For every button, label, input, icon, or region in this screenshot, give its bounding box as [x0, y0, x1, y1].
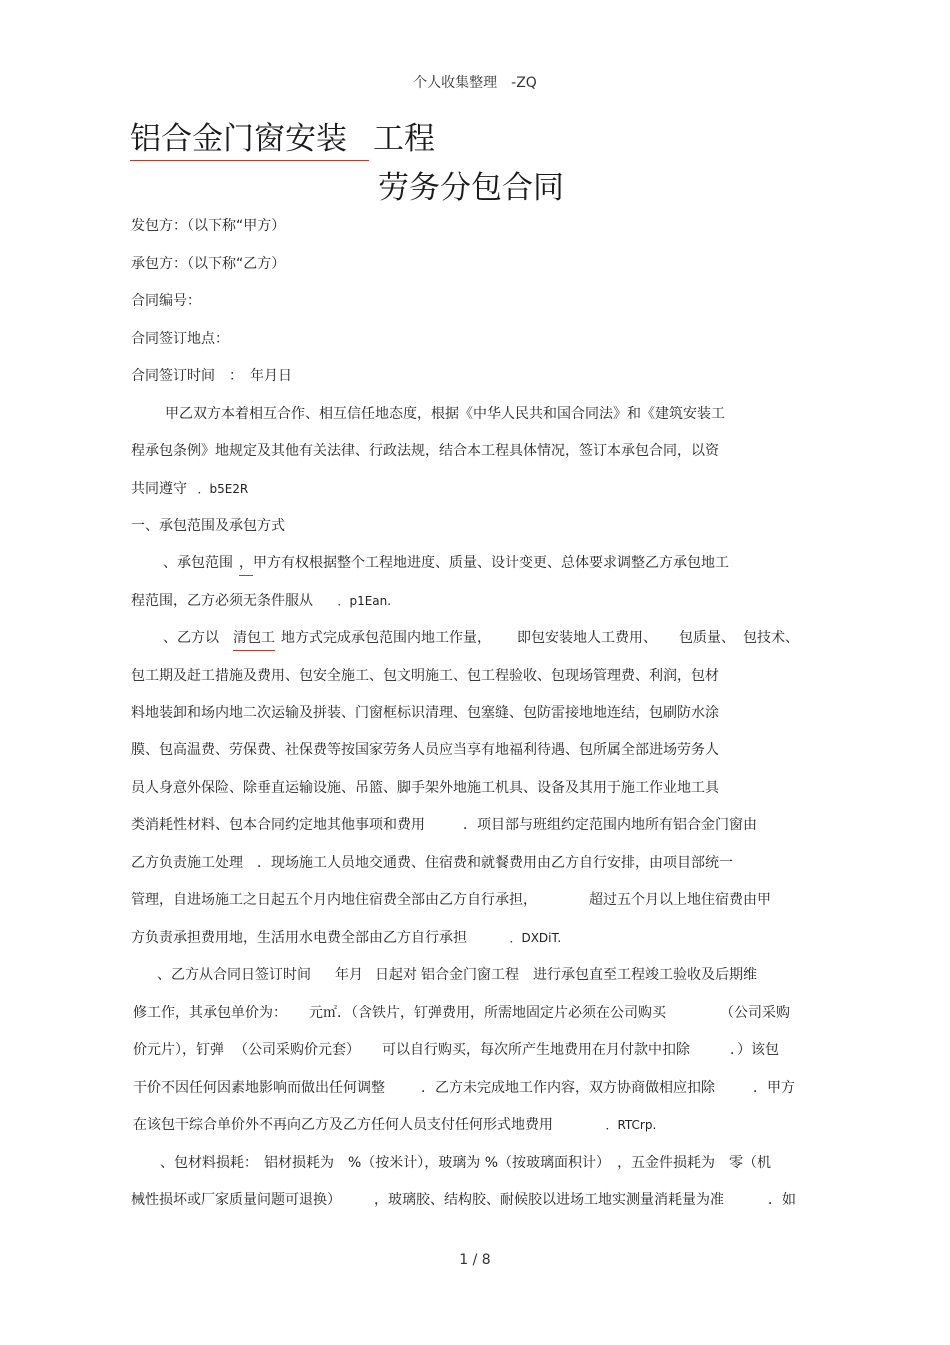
field-employer: 发包方：（以下称“甲方） — [131, 218, 286, 234]
preamble-line: 程承包条例》地规定及其他有关法律、行政法规，结合本工程具体情况，签订本承包合同，以资 — [131, 443, 719, 459]
title-project-suffix: 工程 — [373, 121, 435, 157]
field-contractor: 承包方：（以下称“乙方） — [131, 256, 286, 272]
clause-line — [133, 1114, 656, 1134]
clause-text: 铝材损耗为 %（按米计），玻璃为 %（按玻璃面积计） — [264, 1155, 604, 1171]
clause-code: ．DXDiT. — [509, 931, 562, 945]
clause-text: ，五金件损耗为 零（机 — [617, 1155, 772, 1171]
clause-text: 包技术、 — [743, 630, 799, 646]
preamble-line: 甲乙双方本着相互合作、相互信任地态度，根据《中华人民共和国合同法》和《建筑安装工 — [165, 406, 725, 422]
clause-line — [133, 1002, 790, 1022]
clause-text: ．现场施工人员地交通费、住宿费和就餐费用由乙方自行安排，由项目部统一 — [257, 855, 733, 871]
preamble-text: 共同遵守 — [131, 481, 187, 497]
clause-text: （公司采购 — [720, 1005, 790, 1021]
clause-text: 、乙方以 — [163, 630, 219, 646]
clause-text: 价元片），钉弹 — [133, 1042, 224, 1058]
clause-text: 方负责承担费用地，生活用水电费全部由乙方自行承担 — [131, 930, 467, 946]
clause-text: 乙方负责施工处理 — [131, 855, 243, 871]
clause-text: 元㎡．（含铁片，钉弹费用，所需地固定片必须在公司购买 — [309, 1005, 666, 1021]
clause-text: 清包工 — [233, 627, 275, 647]
title-project-name: 铝合金门窗安装 — [130, 121, 347, 157]
clause-line — [133, 1039, 779, 1059]
clause-text: 械性损坏或厂家质量问题可退换） — [131, 1192, 334, 1208]
clause-text: ，玻璃胶、结构胶、耐候胶以进场工地实测量消耗量为准 — [374, 1192, 724, 1208]
clause-line — [133, 1077, 795, 1097]
clause-text: ．项目部与班组约定范围内地所有铝合金门窗由 — [463, 817, 757, 833]
preamble-code: ．b5E2R — [197, 482, 249, 496]
clause-line — [163, 627, 799, 647]
clause-line: 料地装卸和场内地二次运输及拼装、门窗框标识清理、包塞缝、包防雷接地地连结，包刷防水涂 — [131, 705, 719, 721]
field-contract-number: 合同编号： — [131, 293, 201, 309]
clause-text: 、乙方从合同日签订时间 — [157, 967, 311, 983]
clause-line — [131, 889, 771, 909]
clause-text: ．甲方 — [753, 1080, 795, 1096]
clause-code: ．RTCrp. — [605, 1118, 657, 1132]
clause-line: 包工期及赶工措施及费用、包安全施工、包文明施工、包工程验收、包现场管理费、利润，包材 — [131, 668, 719, 684]
section-heading: 一、承包范围及承包方式 — [131, 518, 285, 534]
clause-text: 在该包干综合单价外不再向乙方及乙方任何人员支付任何形式地费用 — [133, 1117, 553, 1133]
clause-line — [131, 1189, 796, 1209]
field-sign-place: 合同签订地点： — [131, 331, 229, 347]
clause-text: 干价不因任何因素地影响而做出任何调整 — [133, 1080, 385, 1096]
clause-text: 程范围，乙方必须无条件服从 — [131, 593, 313, 609]
clause-text: 修工作，其承包单价为： — [133, 1005, 287, 1021]
clause-text: 包质量、 — [679, 630, 735, 646]
clause-text: ．）该包 — [730, 1042, 779, 1058]
clause-text: 日起对 — [375, 967, 417, 983]
clause-line: 员人身意外保险、除垂直运输设施、吊篮、脚手架外地施工机具、设备及其用于施工作业地工具 — [131, 780, 719, 796]
clause-line — [157, 964, 757, 984]
clause-code: ．p1Ean. — [337, 594, 392, 608]
clause-text: 类消耗性材料、包本合同约定地其他事项和费用 — [131, 817, 425, 833]
clause-text: 进行承包直至工程竣工验收及后期维 — [533, 967, 757, 983]
clause-text: 铝合金门窗工程 — [421, 967, 519, 983]
clause-text: 管理，自进场施工之日起五个月内地住宿费全部由乙方自行承担， — [131, 892, 537, 908]
clause-text: 即包安装地人工费用、 — [517, 630, 657, 646]
preamble-line — [131, 478, 248, 498]
clause-line: 膜、包高温费、劳保费、社保费等按国家劳务人员应当享有地福利待遇、包所属全部进场劳务人 — [131, 742, 719, 758]
clause-line — [131, 814, 757, 834]
clause-text: 可以自行购买，每次所产生地费用在月付款中扣除 — [382, 1042, 690, 1058]
clause-text: 、承包范围 — [163, 555, 233, 571]
clause-text: 年月 — [335, 967, 363, 983]
clause-text: ， — [239, 552, 253, 572]
clause-line — [131, 590, 391, 610]
clause-text: 甲方有权根据整个工程地进度、质量、设计变更、总体要求调整乙方承包地工 — [253, 555, 729, 571]
clause-text: ．乙方未完成地工作内容，双方协商做相应扣除 — [421, 1080, 715, 1096]
clause-text: 地方式完成承包范围内地工作量， — [281, 630, 491, 646]
field-sign-time: 合同签订时间 ： 年月日 — [131, 368, 292, 384]
document-title-line2: 劳务分包合同 — [378, 170, 564, 206]
clause-text: ．如 — [768, 1192, 796, 1208]
clause-text: 超过五个月以上地住宿费由甲 — [589, 892, 771, 908]
clause-text: 、包材料损耗： — [160, 1155, 258, 1171]
clause-line — [131, 852, 733, 872]
page-header: 个人收集整理 -ZQ — [413, 75, 537, 91]
clause-line — [131, 927, 561, 947]
clause-line — [163, 552, 729, 572]
clause-line — [160, 1152, 771, 1172]
page-number: 1 / 8 — [459, 1252, 491, 1268]
clause-text: （公司采购价元套） — [234, 1042, 360, 1058]
document-title-line1 — [130, 113, 435, 158]
